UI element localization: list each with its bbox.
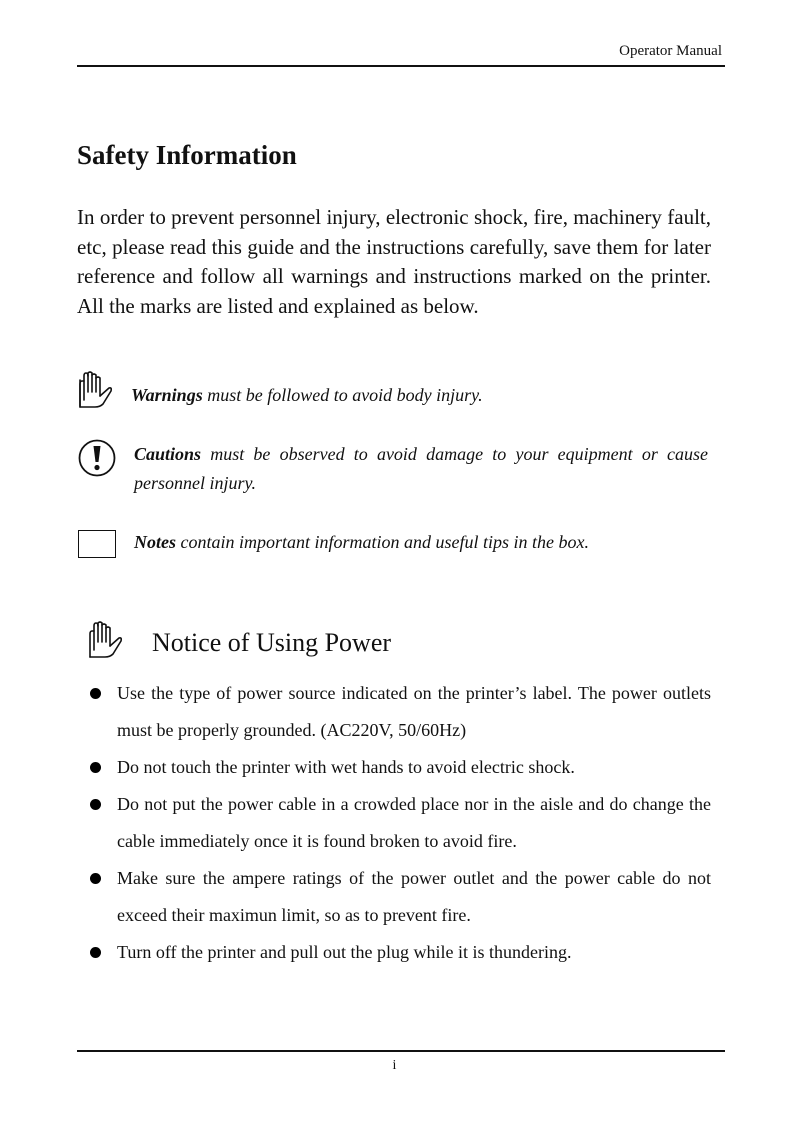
caution-mark — [76, 438, 716, 498]
list-item: Use the type of power source indicated on the printer’s label. The power outlets must be properly grounded. (AC220V, 50/60Hz) — [88, 675, 711, 749]
page-title: Safety Information — [77, 140, 297, 170]
warning-term: Warnings — [131, 385, 203, 405]
note-text: contain important information and useful tips in the box. — [176, 532, 589, 552]
intro-paragraph: In order to prevent personnel injury, electronic shock, fire, machinery fault, etc, please read this guide and the instructions carefully, save them for later reference and follow all warnings and instructions marked on the printer. All the marks are listed and explained as below. — [77, 205, 711, 318]
list-item: Make sure the ampere ratings of the power outlet and the power cable do not exceed their maximun limit, so as to prevent fire. — [88, 860, 711, 934]
note-box-icon — [78, 530, 116, 558]
warning-text: must be followed to avoid body injury. — [202, 385, 483, 405]
hand-icon — [86, 620, 126, 660]
header-title: Operator Manual — [619, 43, 722, 59]
bullet-icon — [90, 799, 101, 810]
bullet-icon — [90, 688, 101, 699]
note-term: Notes — [134, 532, 176, 552]
list-item: Do not touch the printer with wet hands to avoid electric shock. — [88, 749, 711, 786]
power-notice-list — [88, 675, 711, 971]
footer-rule — [77, 1050, 725, 1052]
list-item: Turn off the printer and pull out the plug while it is thundering. — [88, 934, 711, 971]
warning-mark — [76, 370, 716, 410]
caution-text: must be observed to avoid damage to your equipment or cause personnel injury. — [134, 444, 708, 493]
exclamation-circle-icon — [77, 438, 117, 478]
page-number: i — [392, 1058, 397, 1073]
header-rule — [77, 65, 725, 67]
section-title: Notice of Using Power — [152, 628, 392, 657]
caution-term: Cautions — [134, 444, 202, 464]
hand-icon — [76, 370, 116, 410]
bullet-icon — [90, 947, 101, 958]
note-mark — [76, 528, 716, 562]
bullet-icon — [90, 873, 101, 884]
list-item: Do not put the power cable in a crowded place nor in the aisle and do change the cable immediately once it is found broken to avoid fire. — [88, 786, 711, 860]
bullet-icon — [90, 762, 101, 773]
